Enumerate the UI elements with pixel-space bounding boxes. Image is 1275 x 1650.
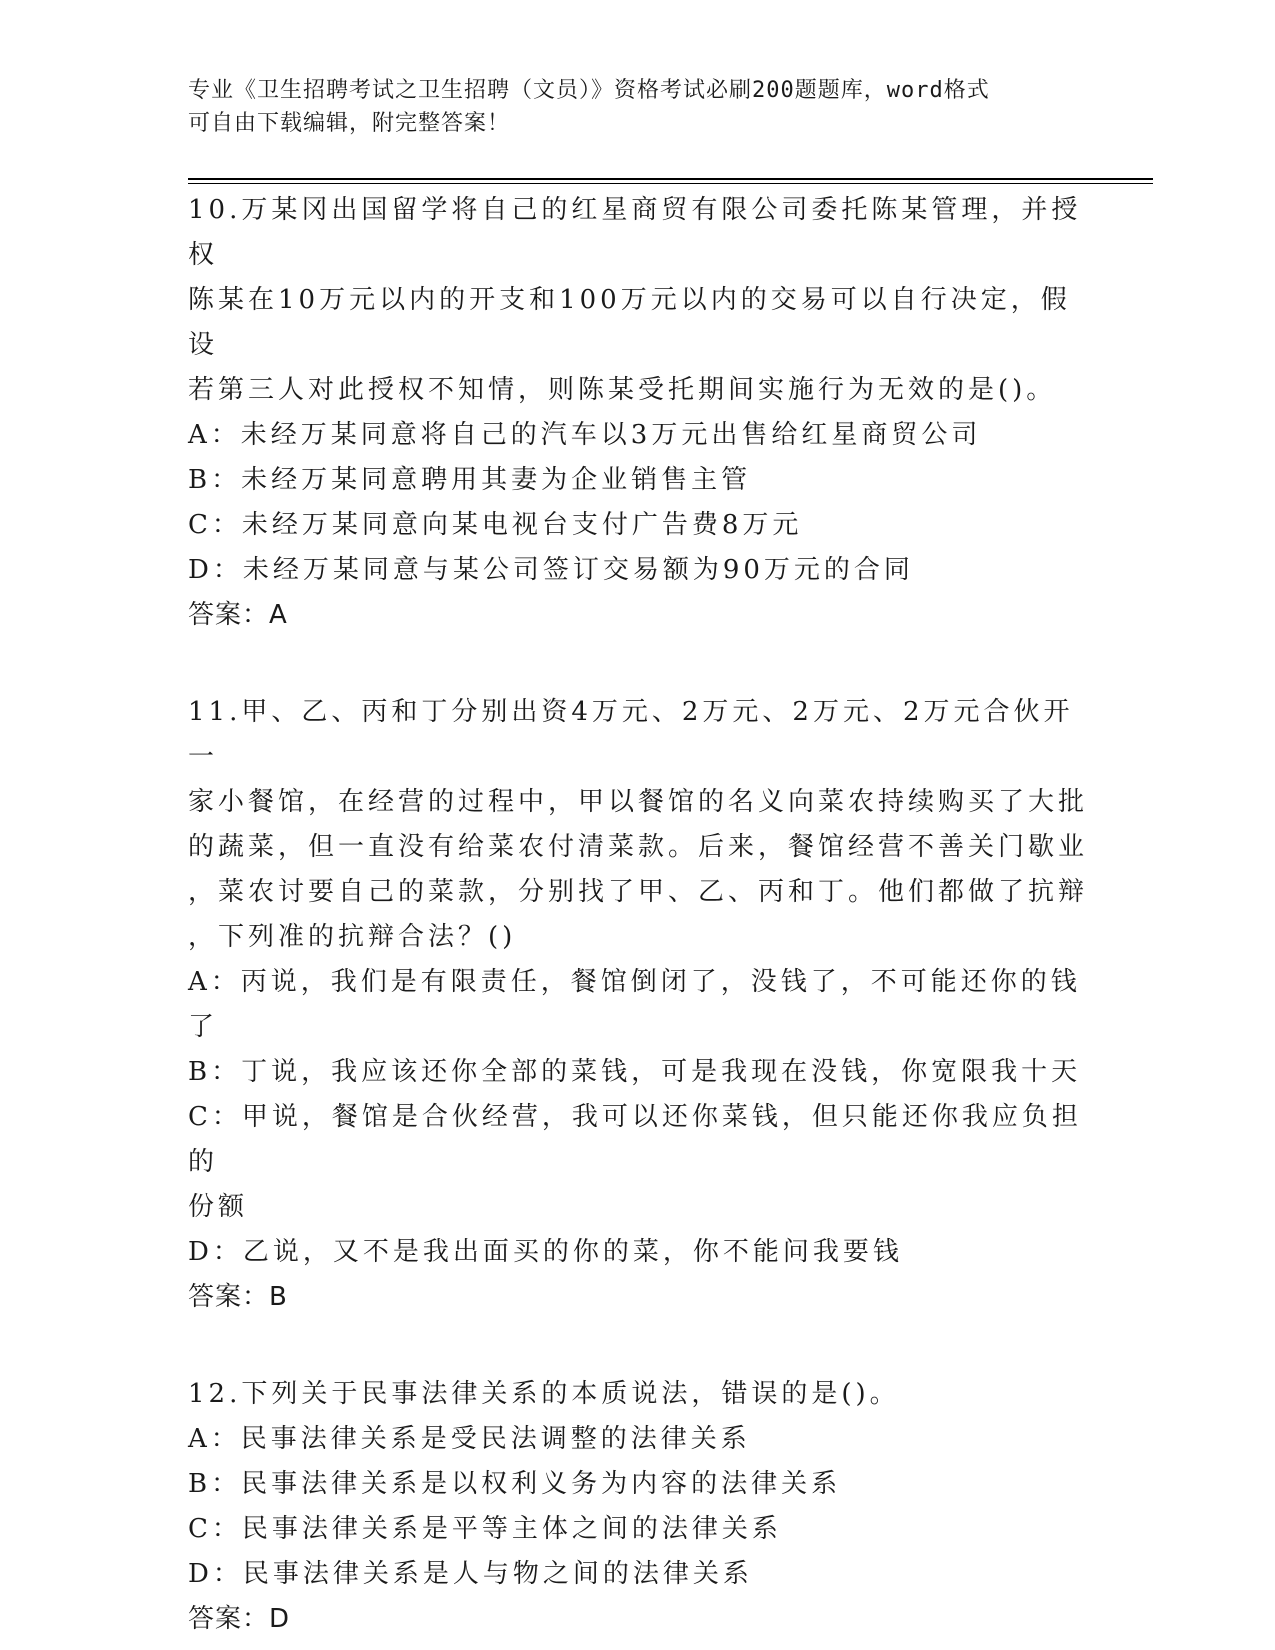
question-line: 10.万某冈出国留学将自己的红星商贸有限公司委托陈某管理，并授权 bbox=[188, 195, 1082, 270]
option-b: B：丁说，我应该还你全部的菜钱，可是我现在没钱，你宽限我十天 bbox=[188, 1057, 1082, 1087]
answer-label: 答案：D bbox=[188, 1604, 291, 1634]
option-a: A：未经万某同意将自己的汽车以3万元出售给红星商贸公司 bbox=[188, 420, 982, 450]
option-a: A：民事法律关系是受民法调整的法律关系 bbox=[188, 1424, 751, 1454]
option-c: C：甲说，餐馆是合伙经营，我可以还你菜钱，但只能还你我应负担的 bbox=[188, 1102, 1082, 1177]
option-d: D：乙说，又不是我出面买的你的菜，你不能问我要钱 bbox=[188, 1237, 903, 1267]
question-spacer bbox=[188, 1320, 1088, 1372]
question-11 bbox=[188, 690, 1088, 1320]
question-line: 陈某在10万元以内的开支和100万元以内的交易可以自行决定，假设 bbox=[188, 285, 1071, 360]
header-divider-thin bbox=[188, 183, 1153, 184]
question-10 bbox=[188, 188, 1088, 638]
option-b: B：未经万某同意聘用其妻为企业销售主管 bbox=[188, 465, 752, 495]
header-line-1: 专业《卫生招聘考试之卫生招聘（文员）》资格考试必刷200题题库，word格式 bbox=[188, 78, 990, 103]
header-divider-thick bbox=[188, 178, 1153, 180]
option-d: D：民事法律关系是人与物之间的法律关系 bbox=[188, 1559, 753, 1589]
answer-label: 答案：B bbox=[188, 1282, 288, 1312]
question-12 bbox=[188, 1372, 1088, 1642]
option-b: B：民事法律关系是以权利义务为内容的法律关系 bbox=[188, 1469, 842, 1499]
option-c-continued: 份额 bbox=[188, 1192, 249, 1222]
option-d: D：未经万某同意与某公司签订交易额为90万元的合同 bbox=[188, 555, 914, 585]
question-line: ，下列准的抗辩合法？() bbox=[188, 922, 517, 952]
question-line: 家小餐馆，在经营的过程中，甲以餐馆的名义向菜农持续购买了大批 bbox=[188, 787, 1089, 817]
question-line: ，菜农讨要自己的菜款，分别找了甲、乙、丙和丁。他们都做了抗辩 bbox=[188, 877, 1089, 907]
question-line: 的蔬菜，但一直没有给菜农付清菜款。后来，餐馆经营不善关门歇业 bbox=[188, 832, 1089, 862]
question-line: 11.甲、乙、丙和丁分别出资4万元、2万元、2万元、2万元合伙开一 bbox=[188, 697, 1074, 772]
question-line: 12.下列关于民事法律关系的本质说法，错误的是()。 bbox=[188, 1379, 900, 1409]
header-line-2: 可自由下载编辑，附完整答案！ bbox=[188, 111, 511, 136]
option-c: C：未经万某同意向某电视台支付广告费8万元 bbox=[188, 510, 803, 540]
answer-label: 答案：A bbox=[188, 600, 288, 630]
option-c: C：民事法律关系是平等主体之间的法律关系 bbox=[188, 1514, 782, 1544]
question-list bbox=[188, 188, 1088, 1642]
question-line: 若第三人对此授权不知情，则陈某受托期间实施行为无效的是()。 bbox=[188, 375, 1057, 405]
question-spacer bbox=[188, 638, 1088, 690]
option-a: A：丙说，我们是有限责任，餐馆倒闭了，没钱了，不可能还你的钱了 bbox=[188, 967, 1081, 1042]
document-header bbox=[188, 74, 1068, 140]
